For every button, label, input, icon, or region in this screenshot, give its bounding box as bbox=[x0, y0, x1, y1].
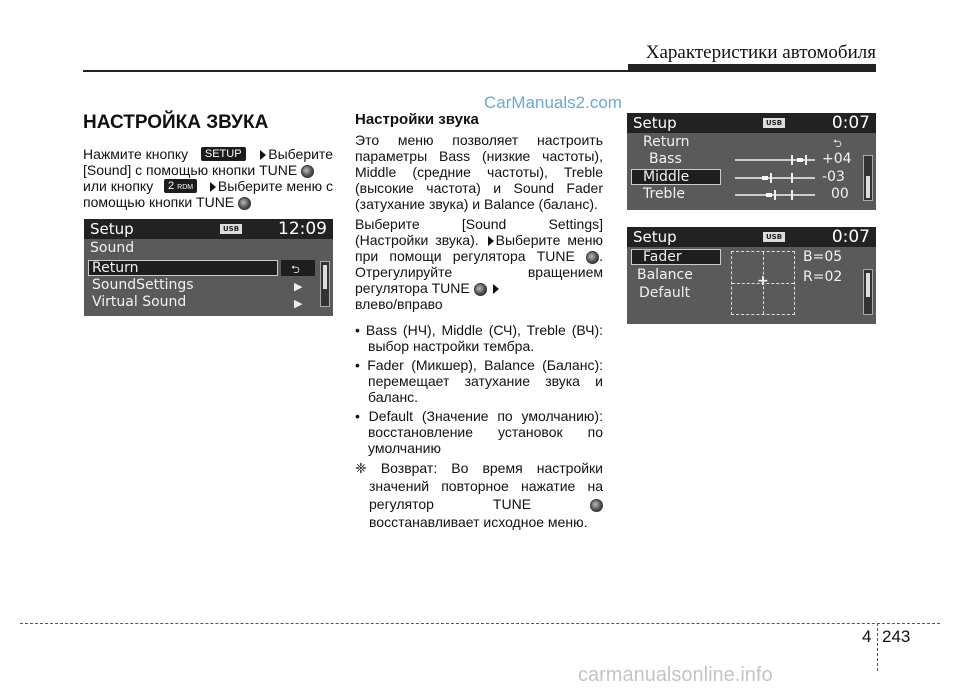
tune-knob-icon bbox=[586, 251, 599, 264]
scrollbar[interactable] bbox=[320, 261, 330, 307]
middle-text bbox=[355, 112, 603, 531]
left-line-3: или кнопку 2 RDM Выберите меню с bbox=[83, 178, 333, 194]
watermark-top: CarManuals2.com bbox=[484, 93, 622, 112]
menu-item-middle[interactable]: Middle bbox=[643, 169, 690, 185]
menu-item-bass[interactable]: Bass bbox=[649, 151, 682, 167]
screen-sound-menu bbox=[84, 219, 333, 316]
middle-slider[interactable] bbox=[735, 177, 815, 179]
screen-title-bar: Setup USB 0:07 bbox=[627, 227, 876, 247]
paragraph-instructions: Выберите [Sound Settings] (Настройки звука). Выберите меню при помощи регулятора TUNE . Отрегулируйте вращением регулятора TUNE влево/вправо bbox=[355, 216, 604, 312]
left-line-4: помощью кнопки TUNE bbox=[83, 194, 333, 210]
arrow-right-icon bbox=[260, 150, 266, 160]
menu-item-fader[interactable]: Fader bbox=[643, 249, 682, 265]
left-line-2: [Sound] с помощью кнопки TUNE bbox=[83, 162, 333, 178]
treble-slider[interactable] bbox=[735, 194, 815, 196]
footer-rule bbox=[20, 623, 940, 624]
tune-knob-icon bbox=[474, 283, 487, 296]
bullet-fader: • Fader (Микшер), Balance (Баланс): перемещает затухание звука и баланс. bbox=[355, 357, 603, 405]
note-return: ❈ Возврат: Во время настройки значений повторное нажатие на регулятор TUNE восстанавливает исходное меню. bbox=[355, 460, 604, 530]
usb-icon: USB bbox=[220, 224, 242, 234]
usb-icon: USB bbox=[763, 232, 785, 242]
footer-divider bbox=[877, 623, 878, 671]
note-icon: ❈ bbox=[355, 460, 367, 476]
left-line-1: Нажмите кнопку SETUP Выберите bbox=[83, 146, 333, 162]
left-text bbox=[83, 146, 333, 210]
bullet-tone: • Bass (НЧ), Middle (СЧ), Treble (ВЧ): выбор настройки тембра. bbox=[355, 322, 603, 354]
treble-value: 00 bbox=[831, 186, 849, 202]
tune-knob-icon bbox=[238, 197, 251, 210]
setup-button-icon: SETUP bbox=[201, 147, 246, 161]
watermark-bottom: carmanualsonline.info bbox=[578, 664, 773, 686]
subsection-heading: Настройки звука bbox=[355, 111, 479, 128]
header-title: Характеристики автомобиля bbox=[645, 42, 876, 63]
arrow-right-icon bbox=[488, 236, 494, 246]
menu-item-default[interactable]: Default bbox=[639, 285, 691, 301]
tune-knob-icon bbox=[590, 499, 603, 512]
screen-tone-settings bbox=[627, 113, 876, 210]
page-number: 243 bbox=[882, 627, 911, 646]
section-heading: НАСТРОЙКА ЗВУКА bbox=[83, 112, 269, 133]
screen-title-bar: Setup USB 0:07 bbox=[627, 113, 876, 133]
menu-item-virtual-sound[interactable]: Virtual Sound bbox=[92, 294, 187, 310]
rdm-button-icon: 2 RDM bbox=[164, 179, 197, 193]
tune-knob-icon bbox=[301, 165, 314, 178]
menu-item-treble[interactable]: Treble bbox=[643, 186, 685, 202]
menu-item-return[interactable]: Return bbox=[92, 260, 139, 276]
chevron-right-icon: ▶ bbox=[294, 280, 303, 293]
arrow-right-icon bbox=[493, 284, 499, 294]
return-icon: ⮌ bbox=[291, 263, 300, 276]
chevron-right-icon: ▶ bbox=[294, 297, 303, 310]
return-icon: ⮌ bbox=[833, 137, 842, 150]
scrollbar[interactable] bbox=[863, 155, 873, 201]
fader-position-marker: + bbox=[757, 273, 769, 289]
menu-item-balance[interactable]: Balance bbox=[637, 267, 693, 283]
bullet-default: • Default (Значение по умолчанию): восстановление установок по умолчанию bbox=[355, 408, 603, 456]
screen-fader-balance bbox=[627, 227, 876, 324]
arrow-right-icon bbox=[210, 182, 216, 192]
bass-value: +04 bbox=[822, 151, 852, 167]
screen-subtitle: Sound bbox=[90, 240, 135, 256]
scrollbar[interactable] bbox=[863, 269, 873, 315]
usb-icon: USB bbox=[763, 118, 785, 128]
menu-item-sound-settings[interactable]: SoundSettings bbox=[92, 277, 194, 293]
balance-value: R=02 bbox=[803, 269, 843, 285]
middle-value: -03 bbox=[822, 169, 845, 185]
menu-item-return[interactable]: Return bbox=[643, 134, 690, 150]
fader-value: B=05 bbox=[803, 249, 843, 265]
bass-slider[interactable] bbox=[735, 159, 815, 161]
chapter-number: 4 bbox=[862, 627, 872, 646]
paragraph-intro: Это меню позволяет настроить параметры Bass (низкие частоты), Middle (средние частоты), Treble (высокие частота) и Sound Fader (затухание звука) и Balance (баланс). bbox=[355, 132, 603, 212]
screen-title-bar: Setup USB 12:09 bbox=[84, 219, 333, 239]
header-rule bbox=[83, 70, 876, 72]
